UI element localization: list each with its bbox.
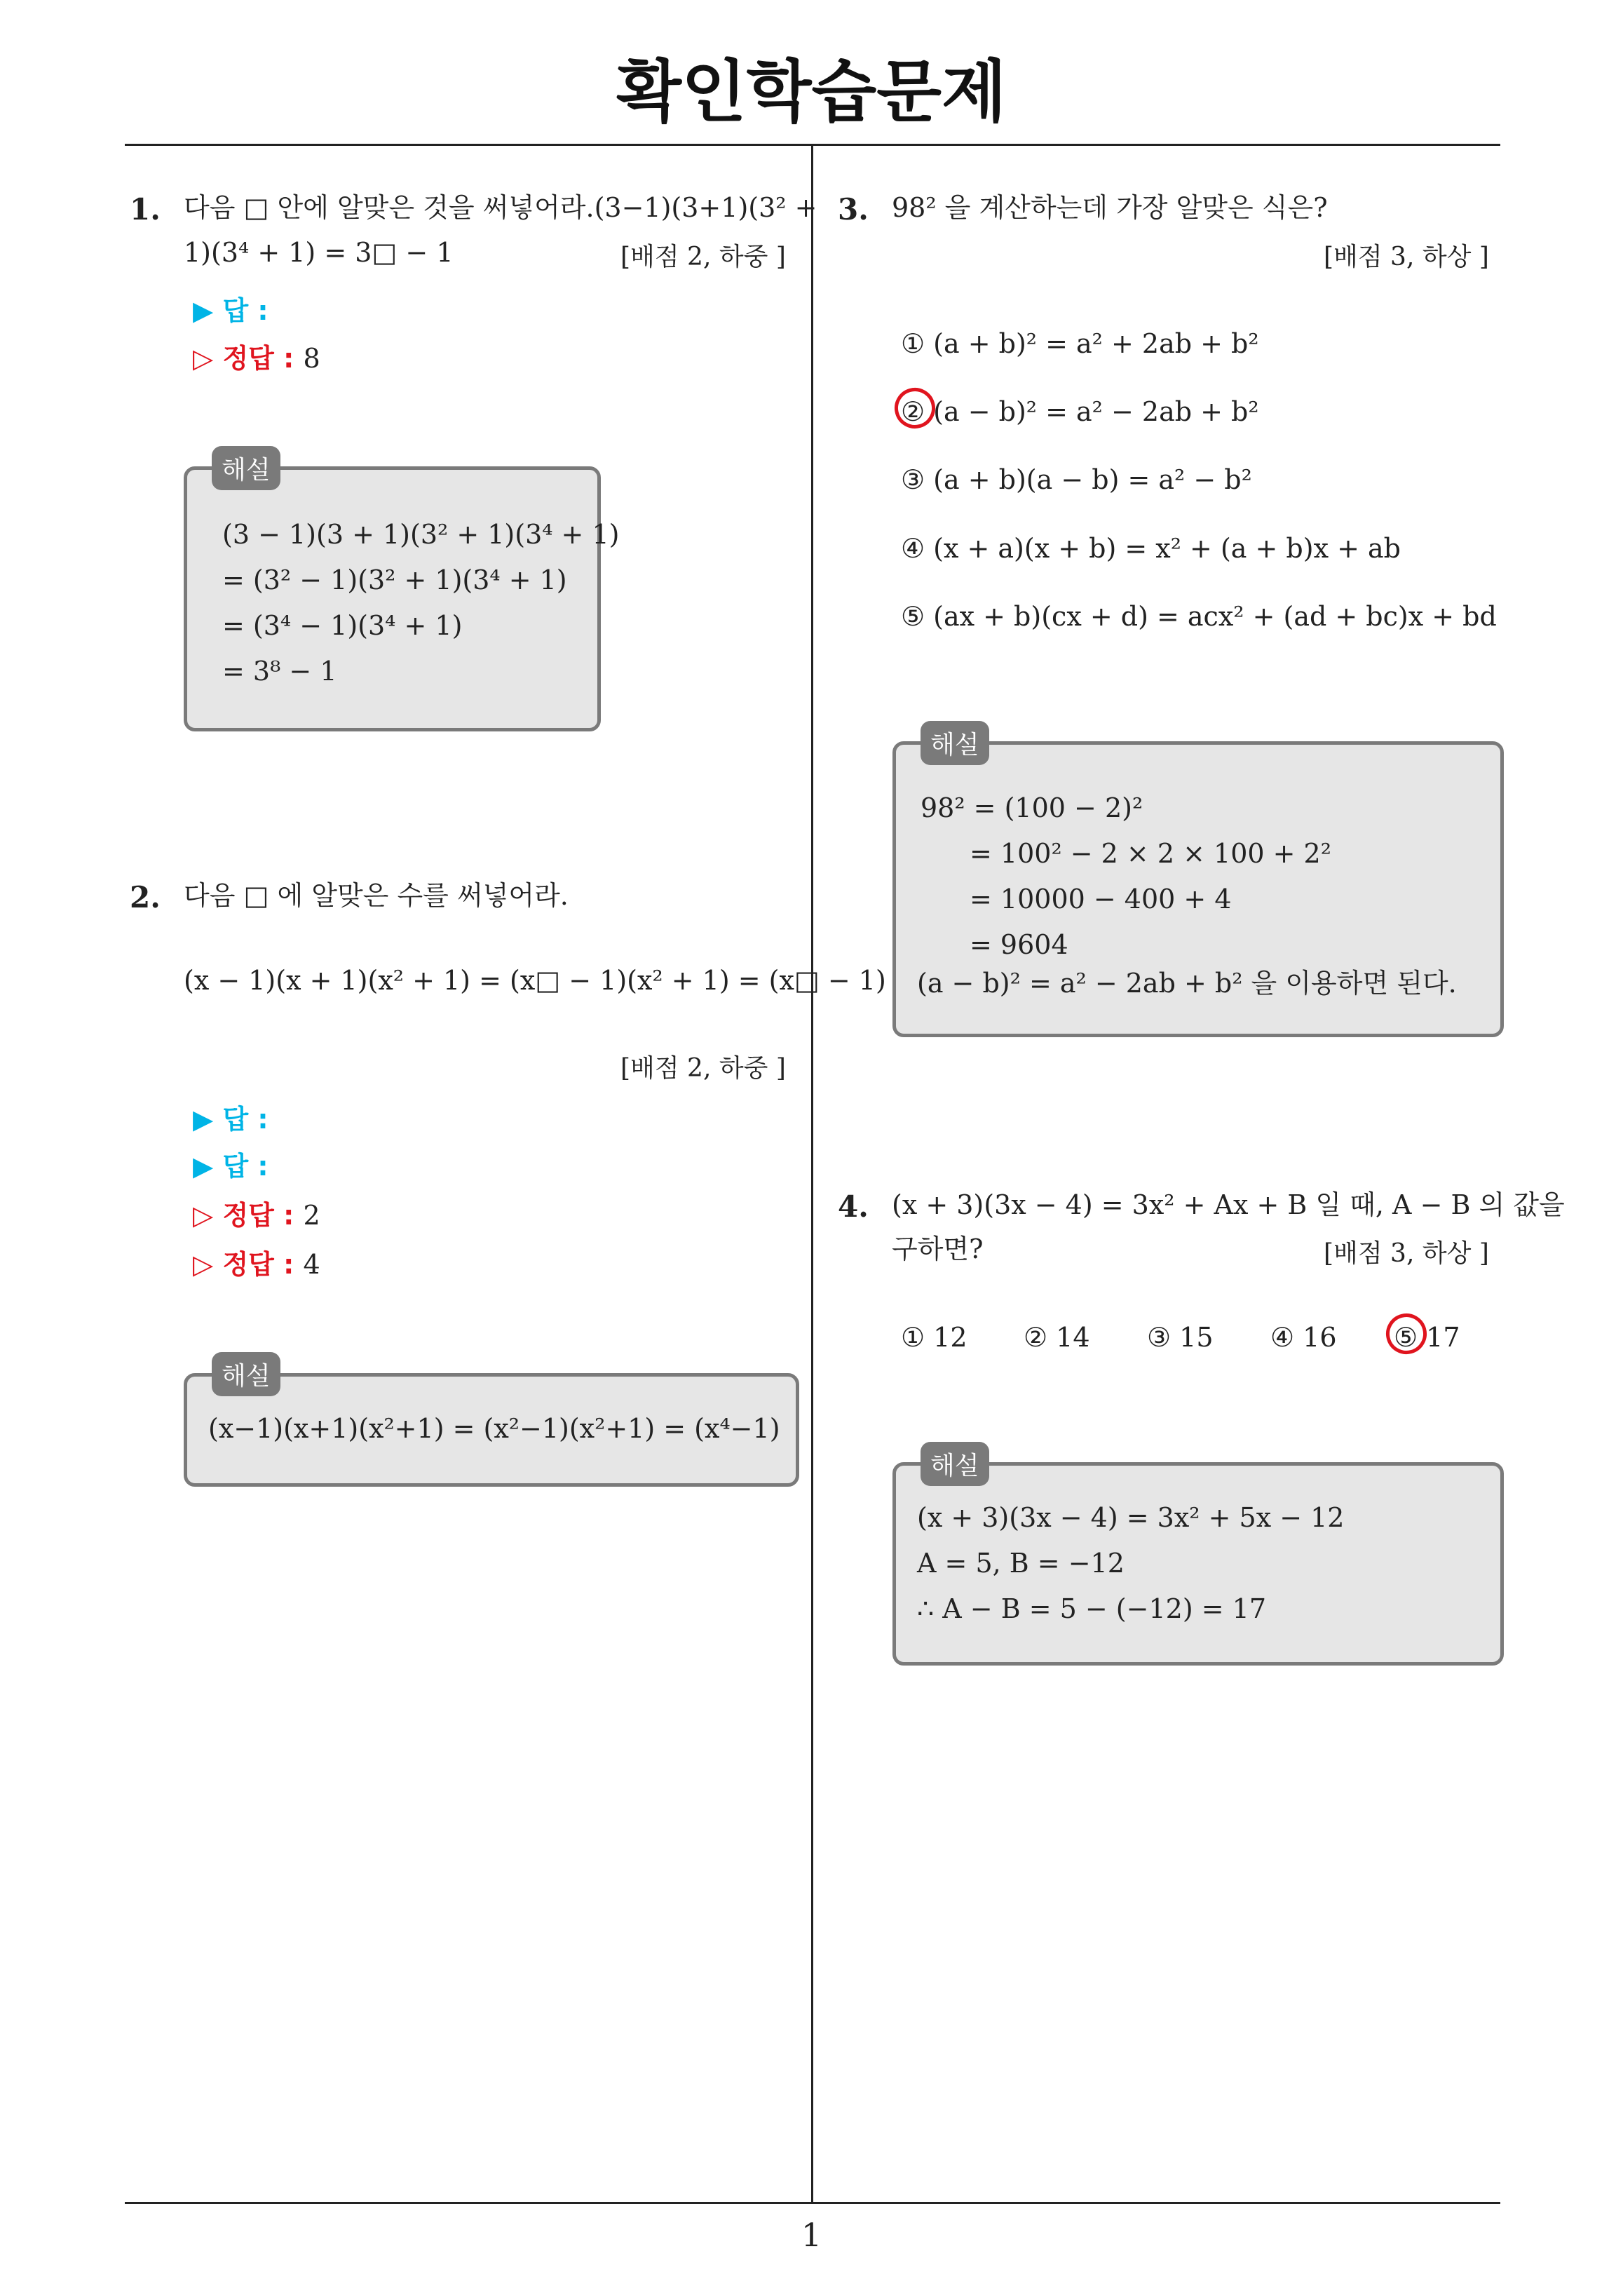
explanation-tag: 해설 bbox=[212, 1352, 280, 1396]
question-number: 1. bbox=[130, 192, 161, 227]
explanation-tag: 해설 bbox=[212, 446, 280, 490]
question-number: 2. bbox=[130, 880, 161, 914]
correct-label: ▷ 정답 : bbox=[193, 343, 294, 374]
explanation-line: (a − b)² = a² − 2ab + b² 을 이용하면 된다. bbox=[917, 968, 1457, 999]
question-text: 구하면? bbox=[892, 1234, 984, 1264]
correct-answer bbox=[193, 1194, 320, 1232]
page-number: 1 bbox=[801, 2216, 822, 2254]
correct-value: 8 bbox=[303, 343, 320, 374]
explanation-line: = 10000 − 400 + 4 bbox=[970, 884, 1232, 914]
explanation-line: = 3⁸ − 1 bbox=[222, 656, 337, 687]
answer-label: ▶ 답 : bbox=[193, 295, 269, 326]
option-4[interactable]: ④ 16 bbox=[1270, 1322, 1337, 1353]
correct-answer bbox=[193, 1243, 320, 1281]
explanation-box bbox=[892, 1462, 1504, 1666]
option-5[interactable]: ⑤ 17 bbox=[1394, 1322, 1460, 1353]
correct-answer bbox=[193, 337, 320, 375]
explanation-line: = (3² − 1)(3² + 1)(3⁴ + 1) bbox=[222, 565, 567, 595]
option-5[interactable]: ⑤ (ax + b)(cx + d) = acx² + (ad + bc)x + bd bbox=[901, 601, 1497, 632]
question-text: 다음 □ 안에 알맞은 것을 써넣어라.(3−1)(3+1)(3² + bbox=[184, 192, 817, 223]
option-3[interactable]: ③ 15 bbox=[1147, 1322, 1214, 1353]
explanation-box bbox=[184, 466, 620, 731]
question-text: 다음 □ 에 알맞은 수를 써넣어라. bbox=[184, 880, 569, 911]
option-2[interactable]: ② (a − b)² = a² − 2ab + b² bbox=[901, 396, 1259, 427]
points-badge: [배점 3, 하상 ] bbox=[1324, 1239, 1489, 1268]
option-3[interactable]: ③ (a + b)(a − b) = a² − b² bbox=[901, 464, 1252, 495]
correct-label: ▷ 정답 : bbox=[193, 1249, 294, 1280]
explanation-line: (x−1)(x+1)(x²+1) = (x²−1)(x²+1) = (x⁴−1) bbox=[208, 1413, 780, 1444]
column-divider bbox=[811, 145, 813, 2203]
question-number: 4. bbox=[838, 1189, 869, 1224]
option-1[interactable]: ① (a + b)² = a² + 2ab + b² bbox=[901, 328, 1259, 359]
explanation-line: = 9604 bbox=[970, 929, 1068, 960]
footer-rule bbox=[125, 2202, 1500, 2204]
explanation-tag: 해설 bbox=[921, 721, 989, 765]
explanation-line: (3 − 1)(3 + 1)(3² + 1)(3⁴ + 1) bbox=[222, 519, 620, 550]
question-formula: (x − 1)(x + 1)(x² + 1) = (x□ − 1)(x² + 1) = (x□ − 1) bbox=[184, 965, 886, 996]
option-1[interactable]: ① 12 bbox=[901, 1322, 967, 1353]
correct-label: ▷ 정답 : bbox=[193, 1200, 294, 1231]
page-title: 확인학습문제 bbox=[616, 53, 1007, 131]
explanation-tag: 해설 bbox=[921, 1442, 989, 1486]
answer-label: ▶ 답 : bbox=[193, 1151, 269, 1182]
explanation-line: 98² = (100 − 2)² bbox=[921, 792, 1143, 823]
question-number: 3. bbox=[838, 192, 869, 227]
option-2[interactable]: ② 14 bbox=[1024, 1322, 1090, 1353]
question-text: 1)(3⁴ + 1) = 3□ − 1 bbox=[184, 237, 454, 268]
question-text: 98² 을 계산하는데 가장 알맞은 식은? bbox=[892, 192, 1328, 223]
points-badge: [배점 3, 하상 ] bbox=[1324, 243, 1489, 271]
explanation-line: = 100² − 2 × 2 × 100 + 2² bbox=[970, 838, 1331, 869]
question-text: (x + 3)(3x − 4) = 3x² + Ax + B 일 때, A − B 의 값을 bbox=[892, 1189, 1565, 1220]
correct-value: 4 bbox=[303, 1249, 320, 1280]
points-badge: [배점 2, 하중 ] bbox=[620, 1054, 786, 1083]
explanation-line: ∴ A − B = 5 − (−12) = 17 bbox=[917, 1593, 1266, 1624]
points-badge: [배점 2, 하중 ] bbox=[620, 243, 786, 271]
correct-value: 2 bbox=[303, 1200, 320, 1231]
explanation-line: (x + 3)(3x − 4) = 3x² + 5x − 12 bbox=[917, 1502, 1345, 1533]
explanation-line: A = 5, B = −12 bbox=[917, 1548, 1125, 1579]
explanation-box bbox=[892, 741, 1504, 1037]
answer-label: ▶ 답 : bbox=[193, 1104, 269, 1135]
explanation-line: = (3⁴ − 1)(3⁴ + 1) bbox=[222, 610, 463, 641]
option-4[interactable]: ④ (x + a)(x + b) = x² + (a + b)x + ab bbox=[901, 533, 1401, 564]
